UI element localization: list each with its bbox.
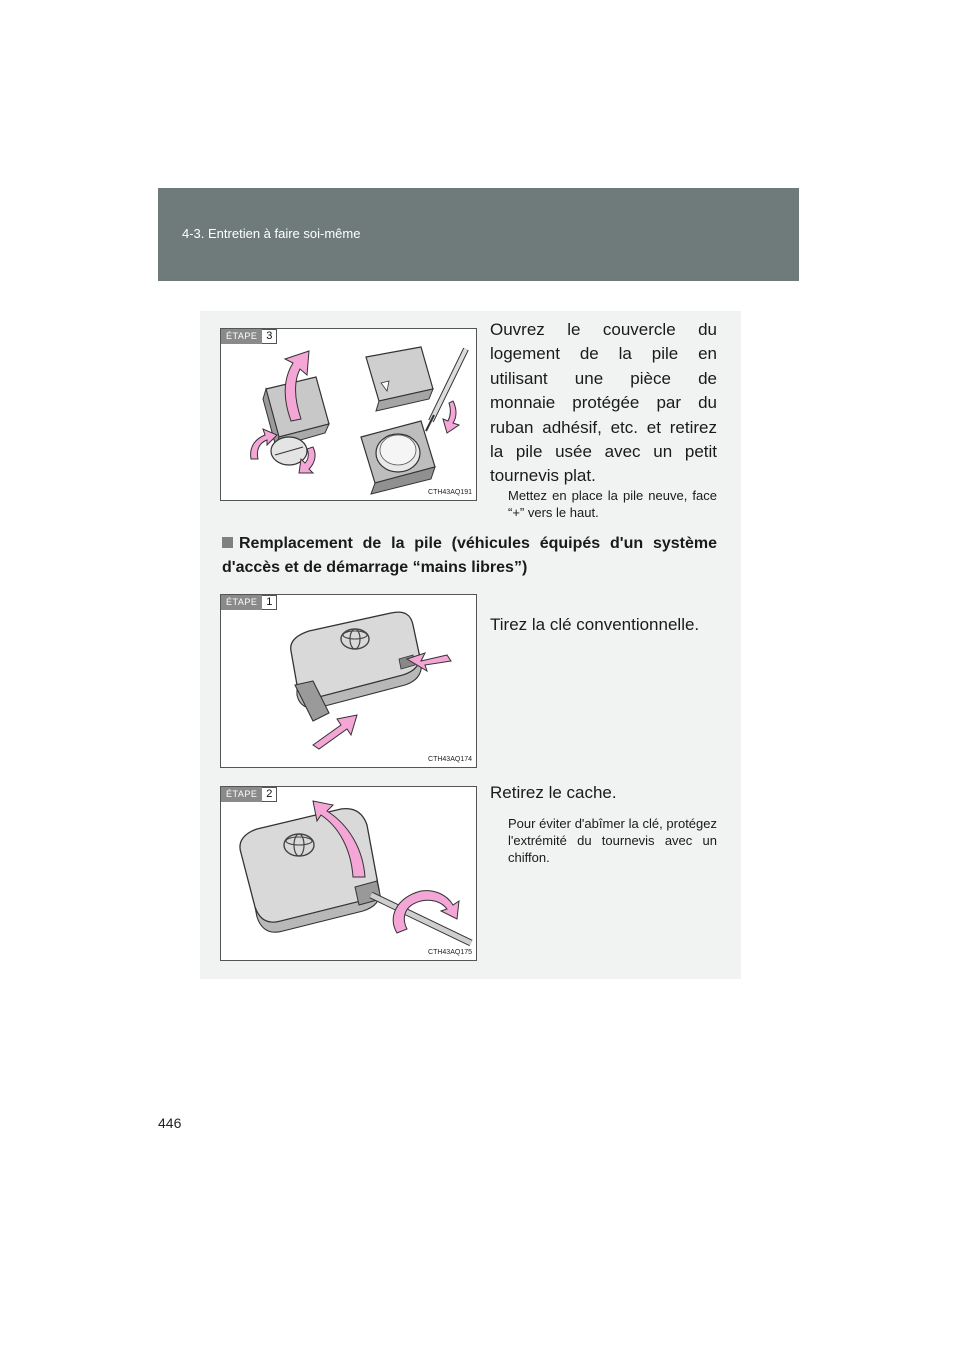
cover-removal-illustration xyxy=(221,787,477,961)
step-label: ÉTAPE xyxy=(221,329,262,344)
figure-step-3 xyxy=(220,328,477,501)
battery-cover-illustration xyxy=(221,329,477,501)
figure-code: CTH43AQ175 xyxy=(428,949,472,956)
step-number: 3 xyxy=(262,329,277,344)
step-1-text: Tirez la clé conventionnelle. xyxy=(490,615,700,634)
square-bullet-icon xyxy=(222,537,233,548)
step-number: 2 xyxy=(262,787,277,802)
figure-code: CTH43AQ174 xyxy=(428,756,472,763)
step-3-text: Ouvrez le couvercle du logement de la pile en utilisant une pièce de monnaie protégée par du ruban adhésif, etc. et retirez la pile usée avec un petit tournevis plat. xyxy=(490,320,717,486)
step-badge xyxy=(221,595,277,610)
step-badge xyxy=(221,787,277,802)
section-title xyxy=(222,532,717,580)
step-label: ÉTAPE xyxy=(221,595,262,610)
step-badge xyxy=(221,329,277,344)
step-3-note: Mettez en place la pile neuve, face “+” vers le haut. xyxy=(508,488,717,520)
step-number: 1 xyxy=(262,595,277,610)
section-header xyxy=(158,188,799,281)
step-2-text: Retirez le cache. xyxy=(490,783,617,802)
section-title-text: Remplacement de la pile (véhicules équipés d'un système d'accès et de démarrage “mains libres”) xyxy=(222,535,717,576)
section-header-title: 4-3. Entretien à faire soi-même xyxy=(182,226,361,241)
page-number: 446 xyxy=(158,1115,182,1131)
figure-code: CTH43AQ191 xyxy=(428,489,472,496)
step-2-note: Pour éviter d'abîmer la clé, protégez l'extrémité du tournevis avec un chiffon. xyxy=(508,816,717,865)
key-removal-illustration xyxy=(221,595,477,768)
figure-step-2 xyxy=(220,786,477,961)
figure-step-1 xyxy=(220,594,477,768)
step-label: ÉTAPE xyxy=(221,787,262,802)
